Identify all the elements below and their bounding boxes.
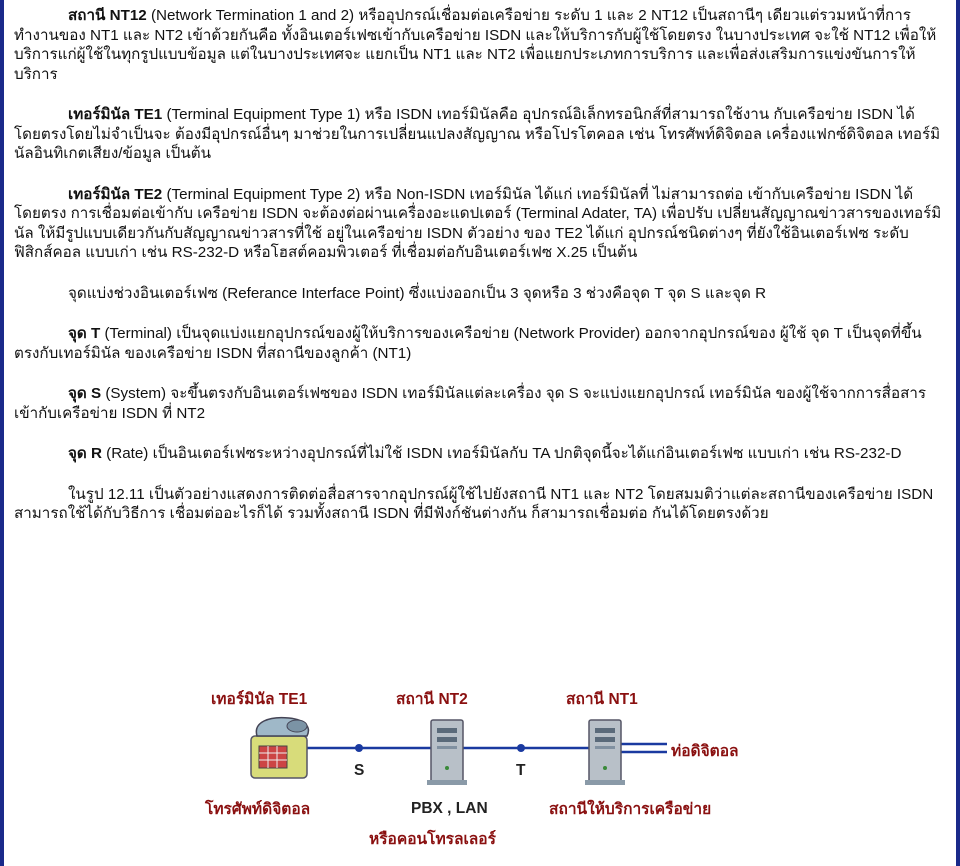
te1-caption: โทรศัพท์ดิจิตอล xyxy=(205,801,311,818)
nt1-tower-icon xyxy=(585,720,625,785)
paragraph-figure-intro xyxy=(14,485,944,524)
paragraph-text: (System) จะขึ้นตรงกับอินเตอร์เฟซของ ISDN เทอร์มินัลแต่ละเครื่อง จุด S จะแบ่งแยกอุปกรณ์ เทอร์มินัล ของผู้ใช้จากการสื่อสารเข้ากับเครือข่าย ISDN ที่ NT2 xyxy=(14,385,927,422)
term-te2: เทอร์มินัล TE2 xyxy=(68,185,163,203)
point-s-dot xyxy=(355,744,363,752)
nt1-caption: สถานีให้บริการเครือข่าย xyxy=(549,801,712,818)
point-t-label: T xyxy=(516,762,526,779)
paragraph-text: ในรูป 12.11 เป็นตัวอย่างแสดงการติดต่อสื่อสารจากอุปกรณ์ผู้ใช้ไปยังสถานี NT1 และ NT2 โดยสมมติว่าแต่ละสถานีของเครือข่าย ISDN สามารถใช้ได้กับวิธีการ เชื่อมต่ออะไรก็ได้ รวมทั้งสถานี ISDN ที่มีฟังก์ชันต่างกัน ก็สามารถเชื่อมต่อ กันได้โดยตรงด้วย xyxy=(14,485,934,522)
paragraph-text: (Terminal Equipment Type 2) หรือ Non-ISDN เทอร์มินัล ได้แก่ เทอร์มินัลที่ ไม่สามารถต่อ เข้ากับเครือข่าย ISDN ได้โดยตรง การเชื่อมต่อเข้ากับ เครือข่าย ISDN จะต้องต่อผ่านเครื่องอะแดปเตอร์ (Terminal Adater, TA) เพื่อปรับ เปลี่ยนสัญญาณข่าวสารของเทอร์มินัล ให้มีรูปแบบเดียวกันกับสัญญาณข่าวสารที่ใช้ อยู่ในเครือข่าย ISDN ตัวอย่าง ของ TE2 ได้แก่ อุปกรณ์ชนิดต่างๆ ที่ยังใช้อินเตอร์เฟซ ระดับ ฟิสิกส์คอล แบบเก่า เช่น RS-232-D หรือโฮสต์คอมพิวเตอร์ ที่เชื่อมต่อกับอินเตอร์เฟซ X.25 เป็นต้น xyxy=(14,185,942,261)
paragraph-text: (Terminal) เป็นจุดแบ่งแยกอุปกรณ์ของผู้ให้บริการของเครือข่าย (Network Provider) ออกจากอุปกรณ์ของ ผู้ใช้ จุด T เป็นจุดที่ขึ้นตรงกับเทอร์มินัล ของเครือข่าย ISDN ที่สถานีของลูกค้า (NT1) xyxy=(14,325,922,362)
nt2-title: สถานี NT2 xyxy=(396,691,468,708)
nt2-caption-line1: PBX , LAN xyxy=(411,800,488,817)
term-te1: เทอร์มินัล TE1 xyxy=(68,106,163,123)
term-point-t: จุด T xyxy=(68,325,101,342)
paragraph-text: จุดแบ่งช่วงอินเตอร์เฟซ (Referance Interface Point) ซึ่งแบ่งออกเป็น 3 จุดหรือ 3 ช่วงคือจุด T จุด S และจุด R xyxy=(68,284,767,302)
paragraph-te2 xyxy=(14,185,944,263)
paragraph-text: (Rate) เป็นอินเตอร์เฟซระหว่างอุปกรณ์ที่ไม่ใช้ ISDN เทอร์มินัลกับ TA ปกติจุดนี้จะได้แก่อินเตอร์เฟซ แบบเก่า เช่น RS-232-D xyxy=(101,445,902,462)
term-nt12: สถานี NT12 xyxy=(68,7,147,24)
paragraph-text: (Network Termination 1 and 2) หรืออุปกรณ์เชื่อมต่อเครือข่าย ระดับ 1 และ 2 NT12 เป็นสถานีๆ เดียวแต่รวมหน้าที่การทำงานของ NT1 และ NT2 เข้าด้วยกันคือ ทั้งอินเตอร์เฟซเข้ากับเครือข่าย ISDN และให้บริการกับผู้ใช้โดยตรง ในบางประเทศ จะใช้ NT12 เพื่อให้บริการแก่ผู้ใช้ในทุกรูปแบบข้อมูล แต่ในบางประเทศจะ แยกเป็น NT1 และ NT2 เพื่อแยกประเภทการบริการ และเพื่อส่งเสริมการแข่งขันการให้บริการ xyxy=(14,7,937,83)
nt2-caption-line2: หรือคอนโทรลเลอร์ xyxy=(369,831,496,848)
te1-title: เทอร์มินัล TE1 xyxy=(211,691,308,708)
nt2-tower-icon xyxy=(427,720,467,785)
isdn-connection-diagram xyxy=(199,676,789,856)
paragraph-point-r xyxy=(14,444,944,464)
digital-line-label: ท่อดิจิตอล xyxy=(671,743,739,760)
point-s-label: S xyxy=(354,762,365,779)
paragraph-nt12 xyxy=(14,6,944,84)
digital-phone-icon xyxy=(251,718,308,778)
paragraph-text: (Terminal Equipment Type 1) หรือ ISDN เทอร์มินัลคือ อุปกรณ์อิเล็กทรอนิกส์ที่สามารถใช้งาน กับเครือข่าย ISDN ได้โดยตรงโดยไม่จำเป็นจะ ต้องมีอุปกรณ์อื่นๆ มาช่วยในการเปลี่ยนแปลงสัญญาณ หรือโปรโตคอล เช่น โทรศัพท์ดิจิตอล เครื่องแฟกซ์ดิจิตอล เทอร์มินัลอินทิเกตเสียง/ข้อมูล เป็นต้น xyxy=(14,106,941,162)
document-body xyxy=(14,6,944,545)
paragraph-point-s xyxy=(14,384,944,423)
nt1-title: สถานี NT1 xyxy=(566,691,638,708)
term-point-r: จุด R xyxy=(68,445,102,462)
paragraph-reference-points xyxy=(14,284,944,304)
term-point-s: จุด S xyxy=(68,385,102,402)
paragraph-point-t xyxy=(14,324,944,363)
paragraph-te1 xyxy=(14,105,944,164)
point-t-dot xyxy=(517,744,525,752)
